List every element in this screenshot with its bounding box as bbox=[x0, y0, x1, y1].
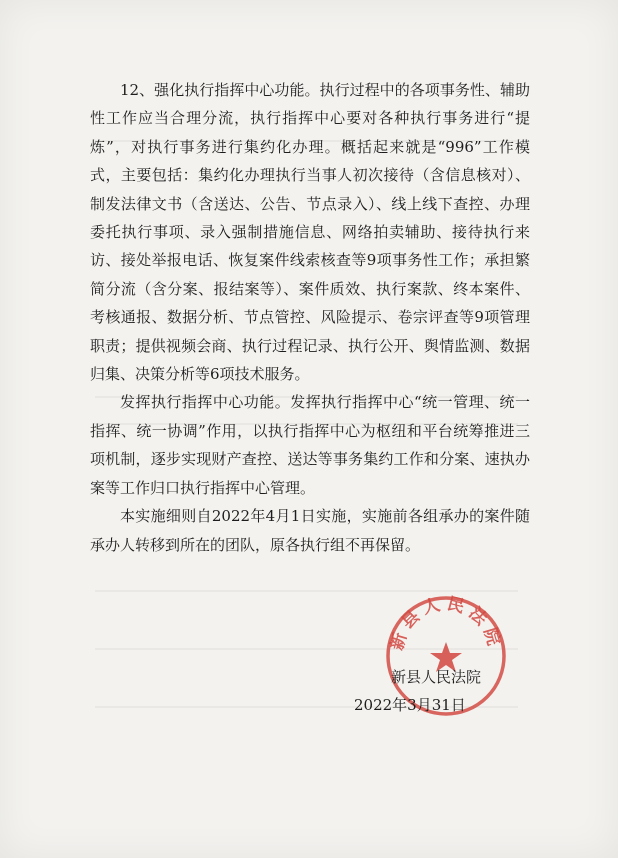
paragraph-command-center-role: 发挥执行指挥中心功能。发挥执行指挥中心“统一管理、统一指挥、统一协调”作用，以执行指挥中心为枢纽和平台统筹推进三项机制，逐步实现财产查控、送达等事务集约工作和分案、速执办案等工作归口执行指挥中心管理。 bbox=[90, 393, 530, 497]
paragraph-effective-date: 本实施细则自2022年4月1日实施，实施前各组承办的案件随承办人转移到所在的团队，原各执行组不再保留。 bbox=[90, 507, 530, 554]
bleed-through-line bbox=[95, 590, 518, 592]
paragraph-command-center-functions: 12、强化执行指挥中心功能。执行过程中的各项事务性、辅助性工作应当合理分流，执行指挥中心要对各种执行事务进行“提炼”，对执行事务进行集约化办理。概括起来就是“996”工作模式，主要包括：集约化办理执行当事人初次接待（含信息核对）、制发法律文书（含送达、公告、节点录入）、线上线下查控、办理委托执行事项、录入强制措施信息、网络拍卖辅助、接待执行来访、接处举报电话、恢复案件线索核查等9项事务性工作；承担繁简分流（含分案、报结案等）、案件质效、执行案款、终本案件、考核通报、数据分析、节点管控、风险提示、卷宗评查等9项管理职责；提供视频会商、执行过程记录、执行公开、舆情监测、数据归集、决策分析等6项技术服务。 bbox=[90, 81, 530, 384]
issue-date: 2022年3月31日 bbox=[354, 696, 466, 714]
document-body bbox=[90, 76, 530, 559]
svg-text:新县人民法院: 新县人民法院 bbox=[387, 594, 505, 653]
issuing-court-name: 新县人民法院 bbox=[391, 668, 482, 686]
